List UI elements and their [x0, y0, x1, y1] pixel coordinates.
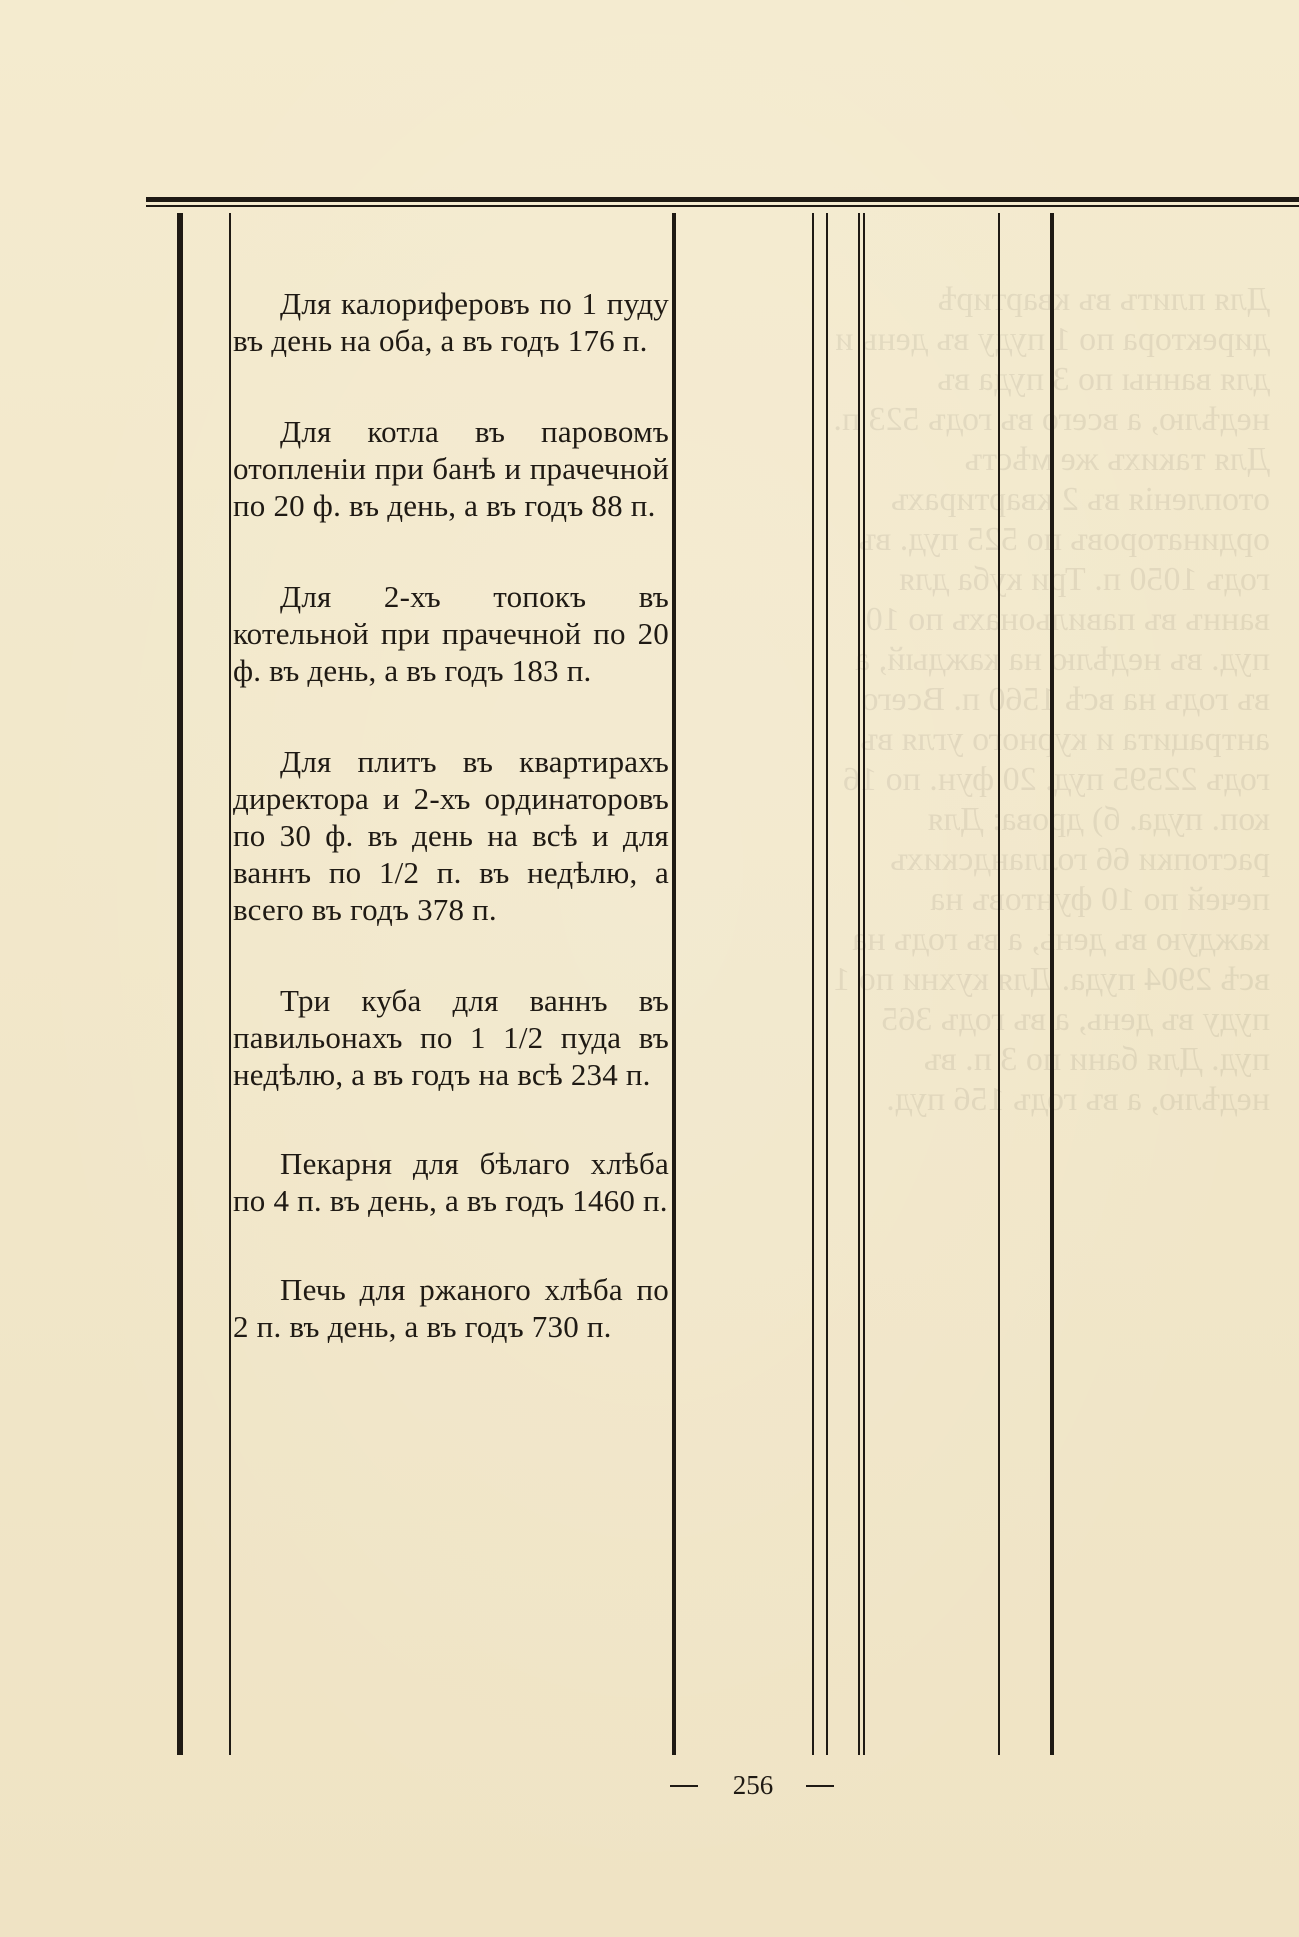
table-column-divider [998, 213, 1000, 1755]
table-column-divider [826, 213, 828, 1755]
page-number-dash-right [806, 1785, 834, 1787]
page-number-dash-left [670, 1785, 698, 1787]
entry-white-bread-bakery: Пекарня для бѣлаго хлѣба по 4 п. въ день, а въ годъ 1460 п. [233, 1146, 669, 1218]
entry-apartment-stoves: Для плитъ въ квартирахъ директора и 2-хъ ординаторовъ по 30 ф. въ день на всѣ и для ваннъ по 1/2 п. въ недѣлю, а всего въ годъ 378 п. [233, 744, 669, 927]
entry-boiler-room-fireboxes: Для 2-хъ топокъ въ котельной при прачечной по 20 ф. въ день, а въ годъ 183 п. [233, 579, 669, 688]
table-border-left [177, 213, 183, 1755]
page-number: 256 [732, 1770, 774, 1800]
bleed-through-text: Для плитъ въ квартирѣ директора по 1 пуду въ день и для ванны по 3 пуда въ недѣлю, а всего въ годъ 523 п. Для такихъ же мѣстъ отопленія въ 2 квартирахъ ординаторовъ по 525 пуд. въ годъ 1050 п. Три куба для ваннъ въ павильонахъ по 10 пуд. въ недѣлю на каждый, въ годъ на всѣ 1560 п. Всего антрацита и курного угля въ годъ 22595 пуд. 20 фун. по 16 коп. пуда. б) дрова: Для растопки 66 голландскихъ печей по 10 фунтовъ на каждую въ день, а въ годъ на всѣ 2904 пуда. Для кухни по 1 пуду въ день, а въ годъ 365 пуд. Для бани по 3 п. въ недѣлю, а въ годъ 156 пуд. [833, 281, 1270, 1118]
table-column-divider [863, 213, 865, 1755]
entry-bath-cubes: Три куба для ваннъ въ павильонахъ по 1 1/2 пуда въ недѣлю, а въ годъ на всѣ 234 п. [233, 983, 669, 1092]
entry-steam-boiler: Для котла въ паровомъ отопленіи при банѣ и прачечной по 20 ф. въ день, а въ годъ 88 п. [233, 414, 669, 523]
table-top-rule [146, 197, 1299, 207]
fuel-consumption-text [233, 285, 669, 1345]
table-column-divider [229, 213, 231, 1755]
entry-rye-bread-oven: Печь для ржаного хлѣба по 2 п. въ день, а въ годъ 730 п. [233, 1272, 669, 1344]
table-column-divider [858, 213, 860, 1755]
table-border-right [1050, 213, 1054, 1755]
entry-calorifers: Для калориферовъ по 1 пуду въ день на оба, а въ годъ 176 п. [233, 286, 669, 358]
page-footer [0, 1768, 1299, 1808]
table-column-divider [672, 213, 676, 1755]
table-column-divider [812, 213, 814, 1755]
